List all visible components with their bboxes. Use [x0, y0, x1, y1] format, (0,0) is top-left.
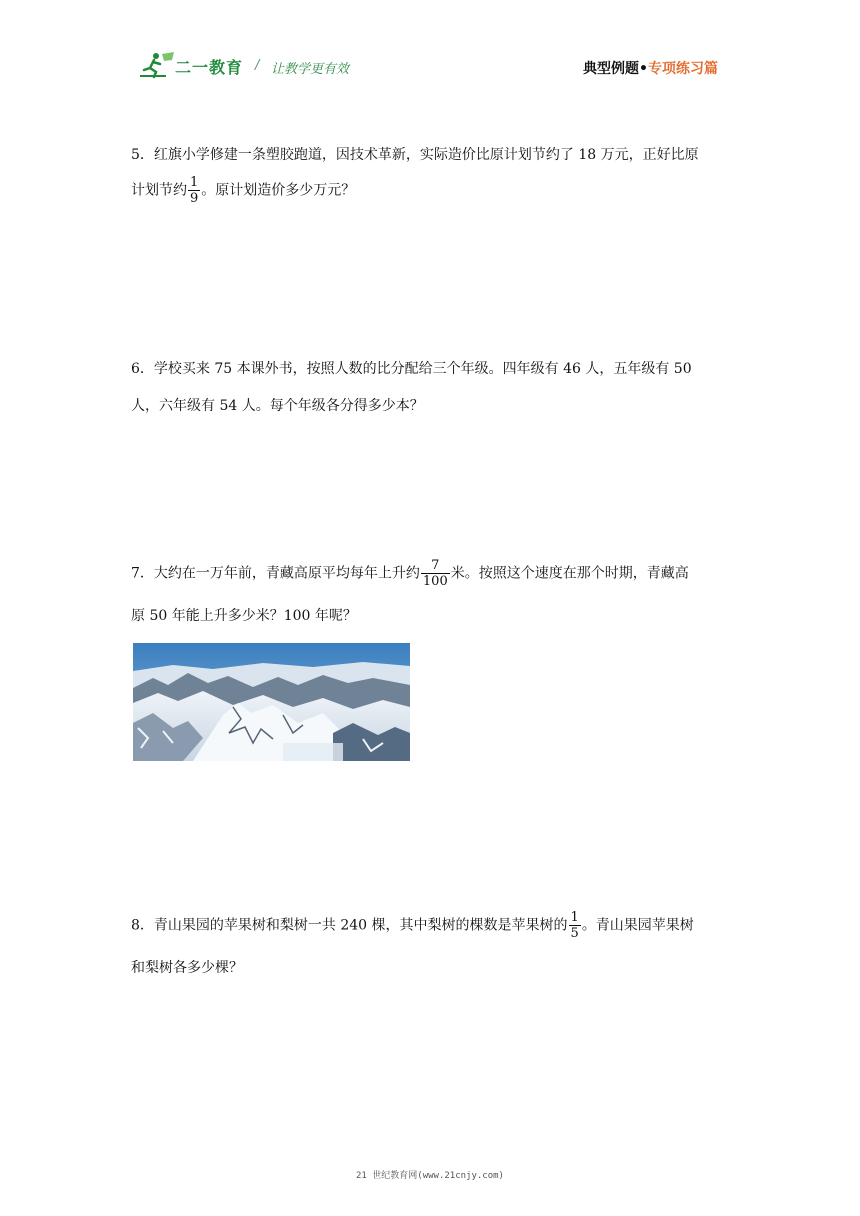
question-6-line-1: 6．学校买来 75 本课外书，按照人数的比分配给三个年级。四年级有 46 人，五年级有 50: [131, 361, 692, 377]
fraction-denominator: 9: [190, 191, 199, 206]
question-8-text-b: 。青山果园苹果树: [581, 917, 694, 934]
section-title-dot: •: [639, 61, 648, 77]
header-separator: /: [255, 58, 260, 73]
section-title-main: 典型例题: [583, 61, 640, 77]
fraction-numerator: 1: [190, 175, 199, 190]
fraction-numerator: 7: [431, 558, 440, 573]
page-footer: 21 世纪教育网(www.21cnjy.com): [356, 1171, 504, 1181]
question-8-line-2: 和梨树各多少棵？: [131, 960, 243, 976]
question-7-line-2: 原 50 年能上升多少米？100 年呢？: [131, 608, 357, 624]
question-5-line-1: 5．红旗小学修建一条塑胶跑道，因技术革新，实际造价比原计划节约了 18 万元，正好比原: [131, 147, 699, 163]
fraction-denominator: 100: [422, 574, 448, 589]
question-5-text-a: 计划节约: [131, 182, 187, 199]
plateau-mountain-photo: [133, 643, 410, 761]
question-7-text-a: 7．大约在一万年前，青藏高原平均每年上升约: [131, 565, 420, 582]
question-6-line-2: 人，六年级有 54 人。每个年级各分得多少本？: [131, 398, 424, 414]
fraction-numerator: 1: [570, 910, 579, 925]
page-header: [0, 0, 860, 100]
running-man-logo-icon: [136, 50, 178, 80]
question-5-line-2: [131, 175, 355, 206]
question-5-text-b: 。原计划造价多少万元？: [201, 182, 356, 199]
question-7-text-b: 米。按照这个速度在那个时期，青藏高: [450, 565, 689, 582]
fraction-one-ninth: [188, 175, 200, 206]
brand-slogan: 让教学更有效: [271, 62, 350, 77]
fraction-denominator: 5: [570, 926, 579, 941]
section-title-highlight: 专项练习篇: [648, 61, 718, 77]
fraction-seven-hundredths: [421, 558, 450, 589]
brand-name: 二一教育: [175, 58, 244, 77]
question-7-line-1: [131, 558, 689, 589]
question-8-text-a: 8．青山果园的苹果树和梨树一共 240 棵，其中梨树的棵数是苹果树的: [131, 917, 568, 934]
question-8-line-1: [131, 910, 694, 941]
fraction-one-fifth: [569, 910, 581, 941]
section-title: [583, 58, 718, 78]
